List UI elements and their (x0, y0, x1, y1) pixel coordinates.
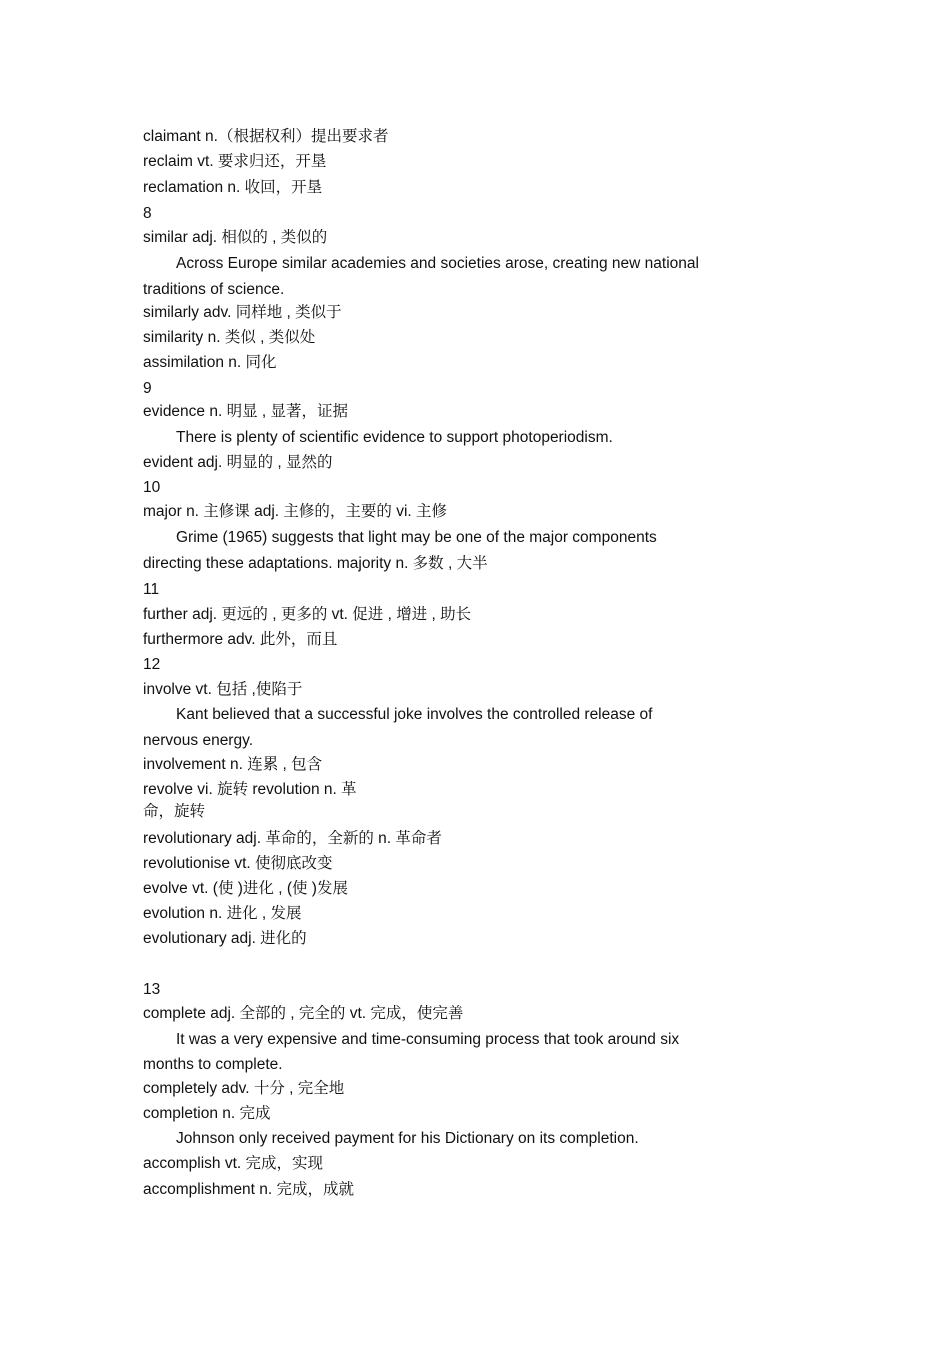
entry-line: similarly adv. 同样地 , 类似于 (143, 304, 342, 321)
entry-line: evident adj. 明显的 , 显然的 (143, 454, 333, 471)
example-sentence-cont: traditions of science. (143, 281, 285, 298)
entry-line-cont: 命，旋转 (143, 803, 206, 820)
entry-line: similarity n. 类似 , 类似处 (143, 329, 316, 346)
example-sentence-cont: months to complete. (143, 1056, 283, 1073)
entry-line: similar adj. 相似的 , 类似的 (143, 229, 328, 246)
entry-line: reclaim vt. 要求归还，开垦 (143, 153, 327, 170)
entry-line: revolve vi. 旋转 revolution n. 革 (143, 781, 357, 798)
section-number: 13 (143, 981, 161, 998)
entry-line: evidence n. 明显 , 显著，证据 (143, 403, 349, 420)
section-number: 8 (143, 205, 152, 222)
entry-line: evolution n. 进化 , 发展 (143, 905, 302, 922)
entry-line: completion n. 完成 (143, 1105, 271, 1122)
entry-line: claimant n.（根据权利）提出要求者 (143, 128, 389, 145)
example-sentence-cont: directing these adaptations. majority n. 多数 , 大半 (143, 555, 488, 572)
entry-line: reclamation n. 收回，开垦 (143, 179, 323, 196)
entry-line: complete adj. 全部的 , 完全的 vt. 完成，使完善 (143, 1005, 464, 1022)
example-sentence: Kant believed that a successful joke involves the controlled release of (176, 706, 653, 723)
example-sentence-cont: nervous energy. (143, 732, 253, 749)
example-sentence: Across Europe similar academies and societies arose, creating new national (176, 255, 699, 272)
entry-line: accomplishment n. 完成，成就 (143, 1181, 355, 1198)
entry-line: evolutionary adj. 进化的 (143, 930, 307, 947)
entry-line: evolve vt. (使 )进化 , (使 )发展 (143, 880, 348, 897)
entry-line: revolutionise vt. 使彻底改变 (143, 855, 333, 872)
entry-line: accomplish vt. 完成，实现 (143, 1155, 324, 1172)
entry-line: assimilation n. 同化 (143, 354, 277, 371)
entry-line: involvement n. 连累 , 包含 (143, 756, 323, 773)
entry-line: furthermore adv. 此外，而且 (143, 631, 338, 648)
example-sentence: There is plenty of scientific evidence to support photoperiodism. (176, 429, 613, 446)
example-sentence: Johnson only received payment for his Dictionary on its completion. (176, 1130, 639, 1147)
example-sentence: Grime (1965) suggests that light may be one of the major components (176, 529, 657, 546)
entry-line: revolutionary adj. 革命的，全新的 n. 革命者 (143, 830, 442, 847)
entry-line: further adj. 更远的 , 更多的 vt. 促进 , 增进 , 助长 (143, 606, 472, 623)
entry-line: major n. 主修课 adj. 主修的，主要的 vi. 主修 (143, 503, 448, 520)
entry-line: involve vt. 包括 ,使陷于 (143, 681, 303, 698)
section-number: 9 (143, 380, 152, 397)
entry-line: completely adv. 十分 , 完全地 (143, 1080, 345, 1097)
example-sentence: It was a very expensive and time-consuming process that took around six (176, 1031, 680, 1048)
section-number: 10 (143, 479, 161, 496)
section-number: 11 (143, 581, 160, 598)
section-number: 12 (143, 656, 161, 673)
